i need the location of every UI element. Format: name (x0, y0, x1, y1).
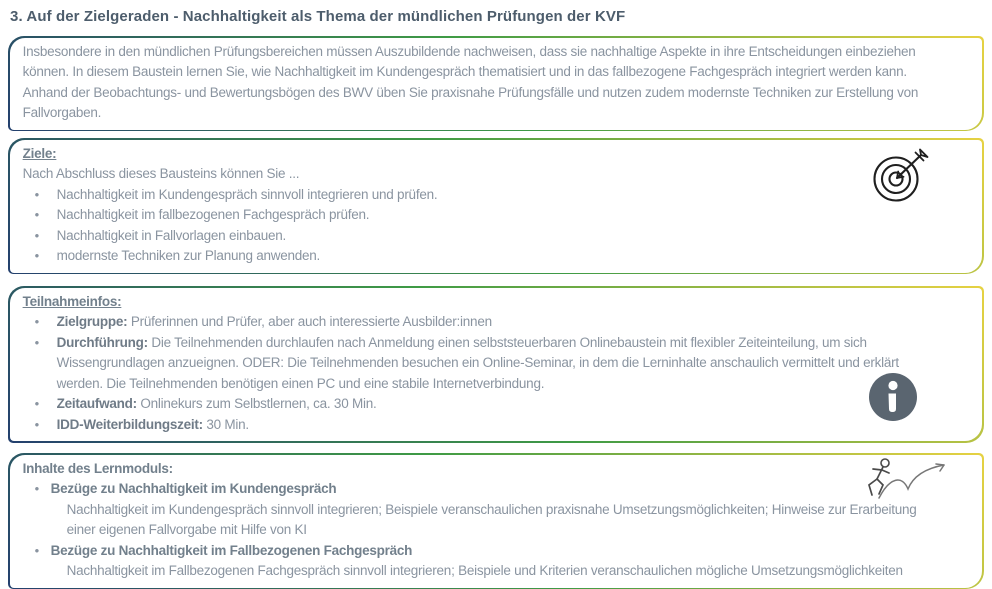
intro-text: Insbesondere in den mündlichen Prüfungsbereichen müssen Auszubildende nachweisen, dass sie nachhaltige Aspekte in ihre Entscheidungen einbeziehen können. In diesem Baustein lernen Sie, wie Nachhaltigkeit im Kundengespräch thematisiert und in das fallbezogene Fachgespräch integriert werden kann. Anhand der Beobachtungs- und Bewertungsbögen des BWV üben Sie praxisnahe Prüfungsfälle und nutzen zudem modernste Techniken zur Erstellung von Fallvorgaben. (22, 43, 919, 121)
intro-box (8, 36, 984, 131)
contents-item-title: • Bezüge zu Nachhaltigkeit im Kundengespräch (50, 481, 337, 497)
contents-item (23, 479, 939, 541)
module-contents-box (8, 453, 984, 589)
participation-list (23, 312, 931, 435)
contents-item-detail: Nachhaltigkeit im Fallbezogenen Fachgespräch sinnvoll integrieren; Beispiele und Kriterien veranschaulichen mögliche Umsetzungsmöglichkeiten (66, 563, 903, 579)
contents-list (23, 479, 939, 582)
participation-item: • IDD-Weiterbildungszeit: 30 Min. (23, 415, 931, 436)
contents-heading: Inhalte des Lernmoduls: (22, 460, 173, 476)
page-title: 3. Auf der Zielgeraden - Nachhaltigkeit als Thema der mündlichen Prüfungen der KVF (10, 8, 626, 25)
goal-item: • Nachhaltigkeit im fallbezogenen Fachgespräch prüfen. (23, 205, 863, 226)
contents-item-detail: Nachhaltigkeit im Kundengespräch sinnvoll integrieren; Beispiele veranschaulichen praxisnahe Umsetzungsmöglichkeiten; Hinweise zur Erarbeitung einer eigenen Fallvorgabe mit Hilfe von KI (66, 501, 917, 538)
goals-lead: Nach Abschluss dieses Bausteins können Sie ... (22, 166, 300, 182)
contents-item (23, 541, 939, 582)
participation-item: • Zeitaufwand: Onlinekurs zum Selbstlernen, ca. 30 Min. (23, 394, 931, 415)
goals-heading: Ziele: (22, 145, 57, 161)
participation-heading: Teilnahmeinfos: (22, 293, 122, 309)
participation-info-box (8, 286, 984, 443)
goals-box (8, 138, 984, 274)
goals-list (23, 185, 863, 267)
goal-item: • modernste Techniken zur Planung anwenden. (23, 246, 863, 267)
goal-item: • Nachhaltigkeit im Kundengespräch sinnvoll integrieren und prüfen. (23, 185, 863, 206)
contents-item-title: • Bezüge zu Nachhaltigkeit im Fallbezogenen Fachgespräch (50, 542, 413, 558)
participation-item: • Zielgruppe: Prüferinnen und Prüfer, aber auch interessierte Ausbilder:innen (23, 312, 931, 333)
participation-item: • Durchführung: Die Teilnehmenden durchlaufen nach Anmeldung einen selbststeuerbaren Onlinebaustein mit flexibler Zeiteinteilung, um sich Wissengrundlagen anzueignen. ODER: Die Teilnehmenden besuchen ein Online-Seminar, in dem die Lerninhalte anschaulich vermittelt und erklärt werden. Die Teilnehmenden benötigen einen PC und eine stabile Internetverbindung. (23, 333, 931, 395)
target-dart-icon (870, 148, 932, 204)
goal-item: • Nachhaltigkeit in Fallvorlagen einbauen. (23, 226, 863, 247)
